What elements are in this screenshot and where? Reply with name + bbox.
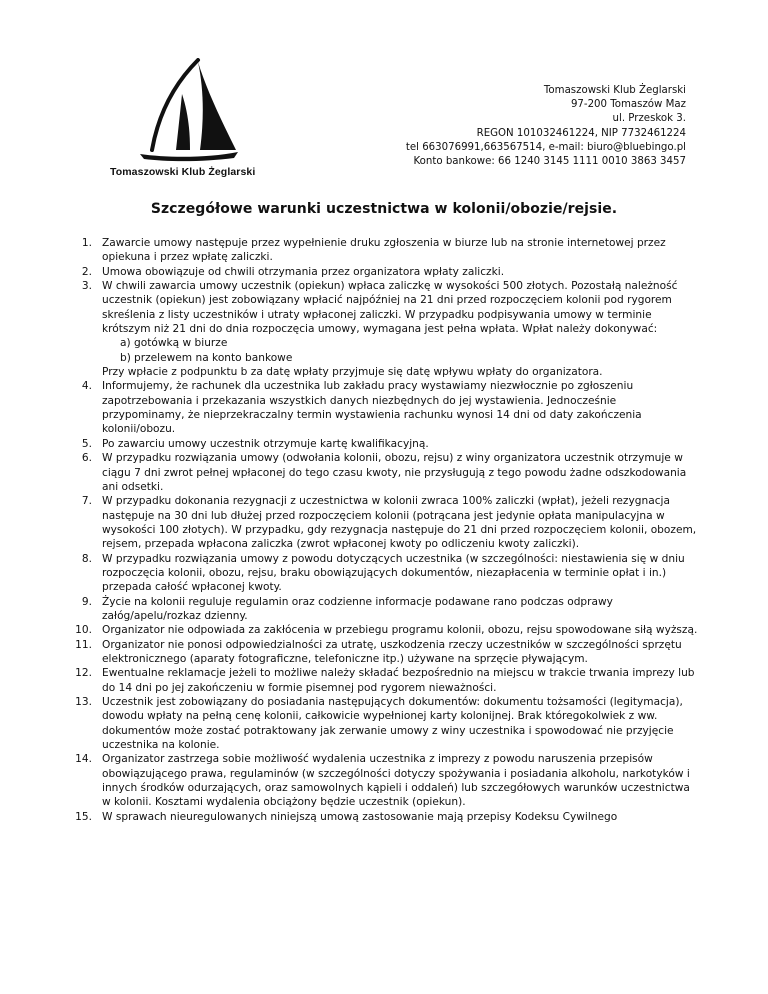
term-number: 9. bbox=[81, 595, 92, 608]
payment-option-text: gotówką w biurze bbox=[134, 337, 228, 350]
term-text: W chwili zawarcia umowy uczestnik (opiekun) wpłaca zaliczkę w wysokości 500 złotych. Pozostałą należność uczestnik (opiekun) jest zobowiązany wpłacić najpóźniej na 21 dni przed rozpoczęciem kolonii pod rygorem skreślenia z listy uczestników i utraty wpłaconej zaliczki. W przypadku podpisywania umowy w terminie krótszym niż 21 dni do dnia rozpoczęcia umowy, wymagana jest pełna wpłata. Wpłat należy dokonywać: bbox=[102, 280, 678, 336]
address-line: REGON 101032461224, NIP 7732461224 bbox=[476, 127, 686, 139]
term-text: Życie na kolonii reguluje regulamin oraz codzienne informacje podawane rano podczas odprawy załóg/apelu/rozkaz dzienny. bbox=[102, 595, 613, 622]
club-address-block bbox=[406, 84, 686, 169]
term-item bbox=[58, 279, 698, 365]
term-item bbox=[58, 379, 698, 436]
term-item bbox=[58, 695, 698, 752]
term-number: 2. bbox=[81, 265, 92, 278]
term-text: Ewentualne reklamacje jeżeli to możliwe należy składać bezpośrednio na miejscu w trakcie trwania imprezy lub do 14 dni po jej zakończeniu w formie pisemnej pod rygorem nieważności. bbox=[102, 667, 695, 694]
logo-caption: Tomaszowski Klub Żeglarski bbox=[110, 166, 256, 178]
address-line: 97-200 Tomaszów Maz bbox=[570, 99, 686, 111]
payment-note bbox=[58, 365, 698, 379]
payment-note-text: Przy wpłacie z podpunktu b za datę wpłaty przyjmuje się datę wpływu wpłaty do organizatora. bbox=[102, 366, 603, 379]
payment-option-text: przelewem na konto bankowe bbox=[134, 351, 293, 364]
term-text: W przypadku rozwiązania umowy z powodu dotyczących uczestnika (w szczególności: niestawienia się w dniu rozpoczęcia kolonii, obozu, rejsu, braku obowiązujących dokumentów, niezapłacenia w terminie opłat i in.) przepada całość wpłaconej kwoty. bbox=[102, 552, 685, 594]
term-item bbox=[58, 595, 698, 624]
term-item bbox=[58, 638, 698, 667]
sailboat-logo-icon bbox=[138, 58, 242, 162]
payment-option bbox=[102, 336, 698, 350]
payment-options-list bbox=[102, 336, 698, 365]
term-number: 10. bbox=[75, 624, 92, 637]
payment-option-letter: a) bbox=[120, 337, 131, 350]
term-number: 1. bbox=[81, 237, 92, 249]
term-item bbox=[58, 265, 698, 279]
term-item bbox=[58, 494, 698, 551]
term-text: Organizator nie ponosi odpowiedzialności za utratę, uszkodzenia rzeczy uczestników w szczególności sprzętu elektronicznego (aparaty fotograficzne, telefoniczne itp.) używane na sprzęcie pływającym. bbox=[102, 638, 682, 665]
term-number: 6. bbox=[81, 452, 92, 465]
address-line: Konto bankowe: 66 1240 3145 1111 0010 3863 3457 bbox=[413, 156, 686, 168]
term-item bbox=[58, 236, 698, 265]
term-number: 7. bbox=[81, 495, 92, 508]
term-item bbox=[58, 666, 698, 695]
term-number: 15. bbox=[75, 810, 92, 823]
term-number: 4. bbox=[81, 380, 92, 393]
term-text: Po zawarciu umowy uczestnik otrzymuje kartę kwalifikacyjną. bbox=[102, 437, 429, 450]
term-number: 12. bbox=[75, 667, 92, 680]
term-text: W przypadku rozwiązania umowy (odwołania kolonii, obozu, rejsu) z winy organizatora uczestnik otrzymuje w ciągu 7 dni zwrot pełnej wpłaconej do tego czasu kwoty, nie przysługują z tego powodu żadne odszkodowania ani odsetki. bbox=[102, 452, 687, 493]
term-item bbox=[58, 552, 698, 595]
address-line: ul. Przeskok 3. bbox=[612, 113, 686, 125]
term-number: 11. bbox=[75, 638, 92, 651]
term-number: 5. bbox=[81, 437, 92, 450]
term-text: W przypadku dokonania rezygnacji z uczestnictwa w kolonii zwraca 100% zaliczki (wpłat), jeżeli rezygnacja następuje na 30 dni lub dłużej przed rozpoczęciem kolonii (potrącana jest jedynie opłata manipulacyjna w wysokości 100 złotych). W przypadku, gdy rezygnacja następuje do 21 dni przed rozpoczęciem kolonii, obozem, rejsem, przepada wpłacona zaliczka (zwrot wpłaconej kwoty po odliczeniu kwoty zaliczki). bbox=[102, 495, 697, 551]
term-item bbox=[58, 752, 698, 809]
term-number: 3. bbox=[81, 280, 92, 293]
term-text: W sprawach nieuregulowanych niniejszą umową zastosowanie mają przepisy Kodeksu Cywilnego bbox=[102, 810, 618, 823]
term-text: Umowa obowiązuje od chwili otrzymania przez organizatora wpłaty zaliczki. bbox=[102, 265, 505, 278]
term-text: Organizator nie odpowiada za zakłócenia w przebiegu programu kolonii, obozu, rejsu spowodowane siłą wyższą. bbox=[102, 624, 698, 637]
club-logo bbox=[110, 58, 270, 188]
address-line: tel 663076991,663567514, e-mail: biuro@bluebingo.pl bbox=[405, 141, 686, 153]
term-number: 14. bbox=[75, 753, 92, 766]
document-title: Szczegółowe warunki uczestnictwa w kolonii/obozie/rejsie. bbox=[150, 201, 618, 217]
term-text: Zawarcie umowy następuje przez wypełnienie druku zgłoszenia w biurze lub na stronie internetowej przez opiekuna i przez wpłatę zaliczki. bbox=[102, 237, 666, 264]
term-item bbox=[58, 623, 698, 637]
term-text: Informujemy, że rachunek dla uczestnika lub zakładu pracy wystawiamy niezwłocznie po zgłoszeniu zapotrzebowania i przekazania wszystkich danych niezbędnych do jej wystawienia. Jednocześnie przypominamy, że nieprzekraczalny termin wystawienia rachunku wynosi 14 dni od daty zakończenia kolonii/obozu. bbox=[102, 380, 642, 436]
term-item bbox=[58, 810, 698, 824]
term-text: Uczestnik jest zobowiązany do posiadania następujących dokumentów: dokumentu tożsamości (legitymacja), dowodu wpłaty na pełną cenę kolonii, całkowicie wypełnionej karty kolonijnej. Brak któregokolwiek z ww. dokumentów może zostać potraktowany jak zerwanie umowy z winy uczestnika i spowodować nie przyjęcie uczestnika na kolonie. bbox=[102, 696, 683, 752]
term-item bbox=[58, 437, 698, 451]
term-number: 13. bbox=[75, 696, 92, 708]
payment-option-letter: b) bbox=[120, 351, 131, 364]
payment-option bbox=[102, 351, 698, 365]
term-number: 8. bbox=[81, 552, 92, 565]
term-item bbox=[58, 451, 698, 494]
term-text: Organizator zastrzega sobie możliwość wydalenia uczestnika z imprezy z powodu naruszenia przepisów obowiązującego prawa, regulaminów (w szczególności dotyczy spożywania i posiadania alkoholu, narkotyków i innych środków odurzających, oraz samowolnych kąpieli i oddaleń) lub szczegółowych warunków uczestnictwa w kolonii. Kosztami wydalenia obciążony będzie uczestnik (opiekun). bbox=[102, 753, 690, 809]
address-line: Tomaszowski Klub Żeglarski bbox=[543, 85, 686, 96]
terms-list bbox=[58, 236, 698, 824]
